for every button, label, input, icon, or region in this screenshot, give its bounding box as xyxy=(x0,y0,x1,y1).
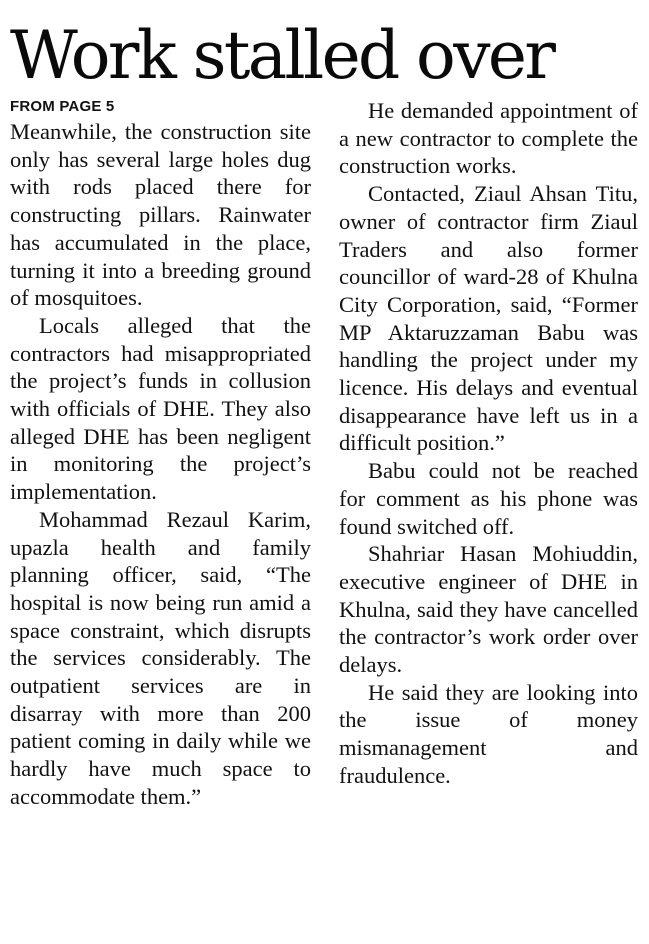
right-column xyxy=(339,97,638,790)
paragraph: Meanwhile, the construction site only has several large holes dug with rods placed there for constructing pillars. Rainwater has accumulated in the place, turning it into a breeding ground of mosquitoes. xyxy=(10,119,311,311)
headline: Work stalled over xyxy=(10,17,554,94)
paragraph: Mohammad Rezaul Karim, upazla health and family planning officer, said, “The hospital is now being run amid a space constraint, which disrupts the services considerably. The outpatient services are in disarray with more than 200 patient coming in daily while we hardly have much space to accommodate them.” xyxy=(10,506,311,809)
paragraph: He said they are looking into the issue of money mismanagement and fraudulence. xyxy=(339,679,638,788)
paragraph: Locals alleged that the contractors had misappropriated the project’s funds in collusion with officials of DHE. They also alleged DHE has been negligent in monitoring the project’s implementation. xyxy=(10,312,311,505)
jump-line: FROM PAGE 5 xyxy=(10,98,115,115)
paragraph: He demanded appointment of a new contractor to complete the construction works. xyxy=(339,98,638,179)
paragraph: Shahriar Hasan Mohiuddin, executive engineer of DHE in Khulna, said they have cancelled the contractor’s work order over delays. xyxy=(339,541,638,678)
paragraph: Contacted, Ziaul Ahsan Titu, owner of contractor firm Ziaul Traders and also former councillor of ward-28 of Khulna City Corporation, said, “Former MP Aktaruzzaman Babu was handling the project under my licence. His delays and eventual disappearance have left us in a difficult position.” xyxy=(339,181,638,456)
paragraph: Babu could not be reached for comment as his phone was found switched off. xyxy=(339,458,638,539)
left-column xyxy=(10,97,311,811)
